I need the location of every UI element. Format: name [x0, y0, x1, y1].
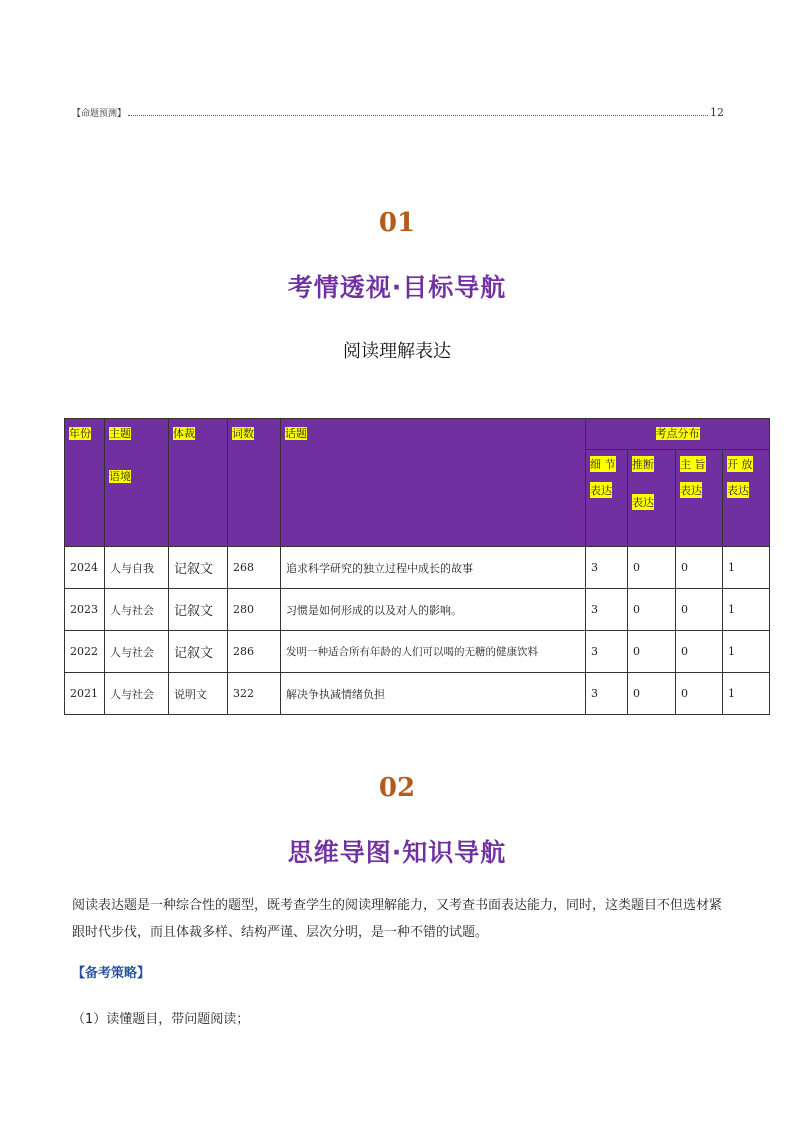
cell-topic: 追求科学研究的独立过程中成长的故事 [281, 547, 586, 589]
header-theme: 主题 语境 [105, 419, 169, 547]
cell-theme: 人与自我 [105, 547, 169, 589]
section-subtitle-1: 阅读理解表达 [343, 341, 451, 362]
cell-words: 268 [228, 547, 281, 589]
header-year: 年份 [65, 419, 105, 547]
section-title-2: 思维导图·知识导航 [287, 838, 507, 867]
cell-topic: 习惯是如何形成的以及对人的影响。 [281, 589, 586, 631]
cell-genre: 记叙文 [169, 589, 228, 631]
toc-page-number: 12 [710, 106, 724, 119]
cell-topic: 解决争执减情绪负担 [281, 673, 586, 715]
cell-words: 286 [228, 631, 281, 673]
cell-genre: 记叙文 [169, 631, 228, 673]
header-detail: 细 节 表达 [586, 449, 628, 546]
cell-inference: 0 [628, 673, 676, 715]
toc-leader-dots [128, 115, 708, 116]
cell-words: 280 [228, 589, 281, 631]
cell-main-idea: 0 [676, 631, 723, 673]
section-number-1: 01 [378, 208, 416, 238]
cell-year: 2023 [65, 589, 105, 631]
cell-year: 2022 [65, 631, 105, 673]
cell-inference: 0 [628, 631, 676, 673]
cell-words: 322 [228, 673, 281, 715]
section-number-2: 02 [378, 773, 416, 803]
exam-analysis-table [64, 418, 770, 715]
cell-open: 1 [723, 673, 770, 715]
cell-main-idea: 0 [676, 673, 723, 715]
cell-detail: 3 [586, 547, 628, 589]
header-genre: 体裁 [169, 419, 228, 547]
cell-open: 1 [723, 631, 770, 673]
cell-detail: 3 [586, 631, 628, 673]
table-row [65, 547, 770, 589]
table-row [65, 631, 770, 673]
cell-open: 1 [723, 547, 770, 589]
header-distribution: 考点分布 [586, 419, 770, 450]
cell-theme: 人与社会 [105, 673, 169, 715]
header-open: 开 放 表达 [723, 449, 770, 546]
toc-label: 【命题预测】 [72, 109, 127, 119]
cell-year: 2021 [65, 673, 105, 715]
strategy-heading: 【备考策略】 [72, 966, 151, 981]
table-row [65, 589, 770, 631]
table-row [65, 673, 770, 715]
cell-year: 2024 [65, 547, 105, 589]
cell-genre: 说明文 [169, 673, 228, 715]
strategy-step-1: （1）读懂题目，带问题阅读； [72, 1012, 250, 1027]
cell-inference: 0 [628, 547, 676, 589]
section-title-1: 考情透视·目标导航 [287, 273, 507, 302]
intro-paragraph: 阅读表达题是一种综合性的题型，既考查学生的阅读理解能力，又考查书面表达能力，同时，这类题目不但选材紧跟时代步伐，而且体裁多样、结构严谨、层次分明，是一种不错的试题。 [72, 898, 723, 940]
cell-theme: 人与社会 [105, 589, 169, 631]
cell-theme: 人与社会 [105, 631, 169, 673]
toc-entry[interactable] [72, 106, 724, 119]
cell-topic: 发明一种适合所有年龄的人们可以喝的无糖的健康饮料 [281, 631, 586, 673]
header-words: 词数 [228, 419, 281, 547]
header-topic: 话题 [281, 419, 586, 547]
cell-main-idea: 0 [676, 589, 723, 631]
header-main-idea: 主 旨 表达 [676, 449, 723, 546]
header-inference: 推断 表达 [628, 449, 676, 546]
cell-inference: 0 [628, 589, 676, 631]
cell-open: 1 [723, 589, 770, 631]
cell-detail: 3 [586, 589, 628, 631]
cell-genre: 记叙文 [169, 547, 228, 589]
cell-detail: 3 [586, 673, 628, 715]
cell-main-idea: 0 [676, 547, 723, 589]
